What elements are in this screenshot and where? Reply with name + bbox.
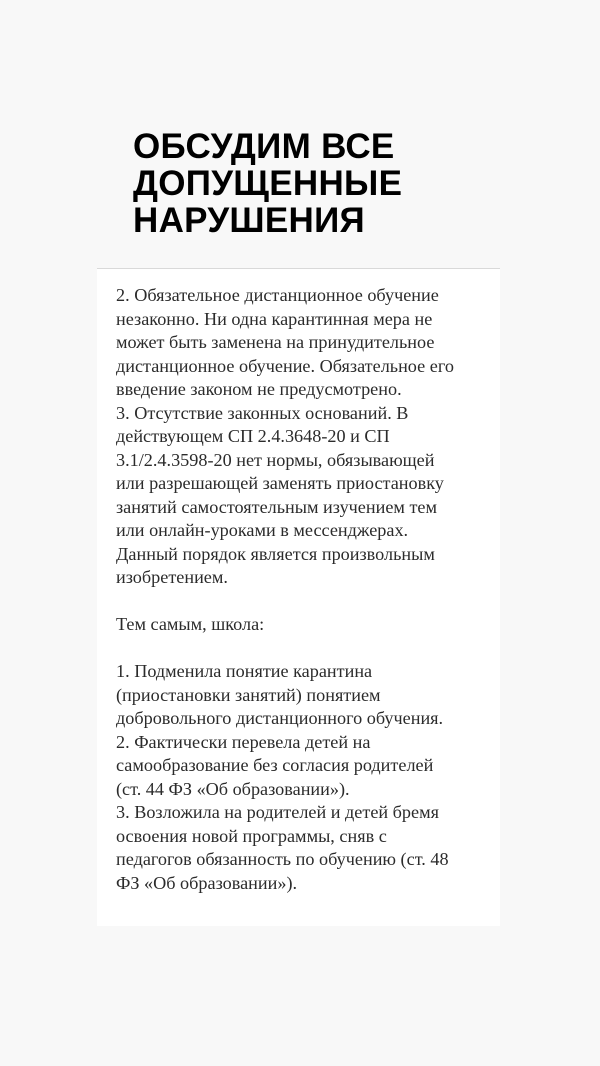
blank-line (116, 590, 496, 614)
text-line: занятий самостоятельным изучением тем (116, 496, 438, 517)
text-line: может быть заменена на принудительное (116, 332, 435, 352)
text-line: самообразование без согласия родителей (116, 755, 434, 775)
title-line: ОБСУДИМ ВСЕ (133, 127, 395, 166)
text-line: 1. Подменила понятие карантина (116, 661, 373, 681)
text-line: незаконно. Ни одна карантинная мера не (116, 308, 433, 329)
text-line: изобретением. (116, 567, 228, 587)
text-line: ФЗ «Об образовании»). (116, 872, 298, 893)
text-line: добровольного дистанционного обучения. (116, 708, 444, 728)
text-line: 3. Возложила на родителей и детей бремя (116, 802, 439, 822)
text-line: (ст. 44 ФЗ «Об образовании»). (116, 778, 350, 799)
text-line: дистанционное обучение. Обязательное его (116, 355, 454, 376)
text-line: действующем СП 2.4.3648-20 и СП (116, 426, 390, 446)
text-line: или разрешающей заменять приостановку (116, 473, 444, 493)
blank-line (116, 637, 496, 661)
text-line: Данный порядок является произвольным (116, 543, 435, 564)
text-line: (приостановки занятий) понятием (116, 684, 381, 705)
page-title (133, 128, 553, 239)
text-line: 3.1/2.4.3598-20 нет нормы, обязывающей (116, 449, 435, 470)
text-line: введение законом не предусмотрено. (116, 379, 402, 399)
text-line: педагогов обязанность по обучению (ст. 48 (116, 849, 449, 869)
title-line: НАРУШЕНИЯ (133, 201, 366, 240)
text-line: освоения новой программы, сняв с (116, 825, 387, 846)
title-line: ДОПУЩЕННЫЕ (133, 164, 403, 203)
text-line: 3. Отсутствие законных оснований. В (116, 402, 409, 423)
text-line: 2. Фактически перевела детей на (116, 731, 371, 752)
body-text (116, 284, 496, 895)
text-line: или онлайн-уроками в мессенджерах. (116, 520, 409, 540)
text-line: Тем самым, школа: (116, 614, 265, 634)
text-line: 2. Обязательное дистанционное обучение (116, 285, 439, 305)
